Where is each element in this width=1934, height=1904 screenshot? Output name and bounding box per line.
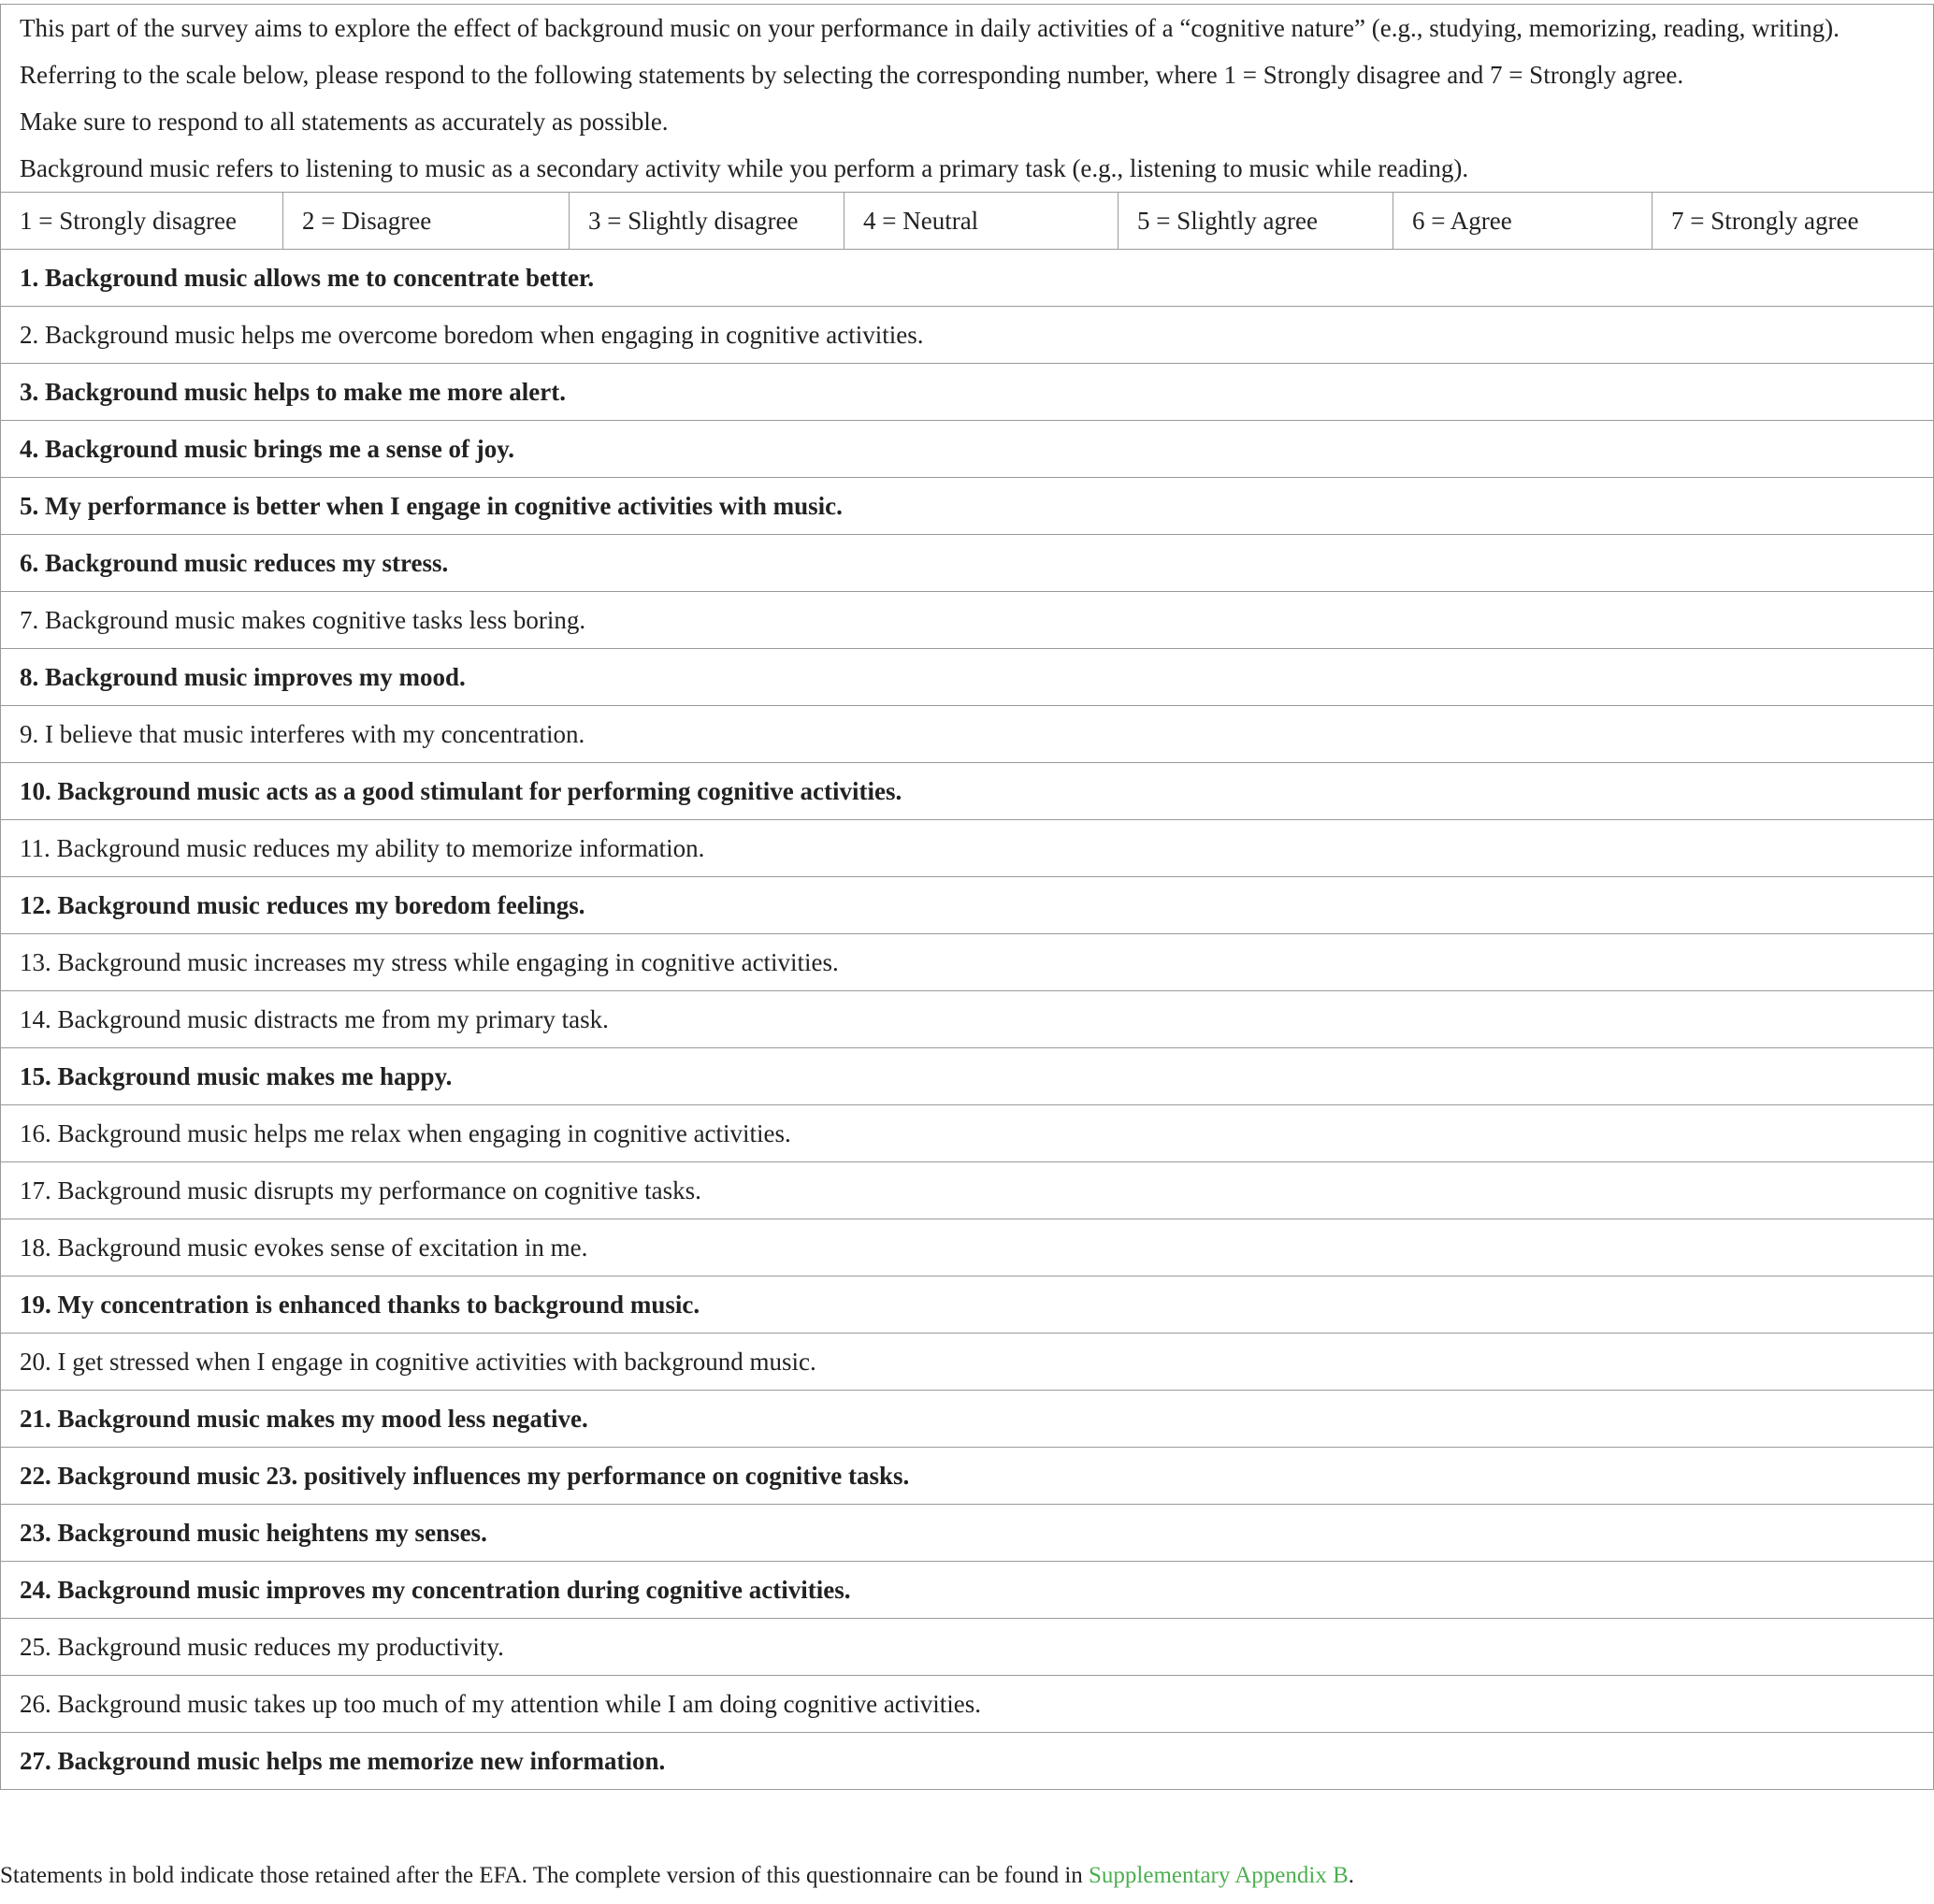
statement-text: 19. My concentration is enhanced thanks to background music. bbox=[1, 1277, 1934, 1334]
supplementary-appendix-link[interactable]: Supplementary Appendix B bbox=[1089, 1863, 1349, 1888]
intro-paragraph: Background music refers to listening to music as a secondary activity while you perform a primary task (e.g., listening to music while reading). bbox=[20, 154, 1469, 182]
footnote-text: Statements in bold indicate those retained after the EFA. The complete version of this questionnaire can be found in bbox=[0, 1863, 1090, 1888]
scale-row bbox=[1, 193, 1934, 250]
statement-row bbox=[1, 1048, 1934, 1105]
statement-text: 21. Background music makes my mood less negative. bbox=[1, 1391, 1934, 1448]
statement-row bbox=[1, 649, 1934, 706]
statement-text: 5. My performance is better when I engage in cognitive activities with music. bbox=[1, 478, 1934, 535]
statement-row bbox=[1, 478, 1934, 535]
statement-text: 16. Background music helps me relax when engaging in cognitive activities. bbox=[1, 1105, 1934, 1162]
statement-row bbox=[1, 421, 1934, 478]
statement-text: 23. Background music heightens my senses. bbox=[1, 1505, 1934, 1562]
scale-option-5: 5 = Slightly agree bbox=[1119, 193, 1393, 250]
statement-text: 10. Background music acts as a good stimulant for performing cognitive activities. bbox=[1, 763, 1934, 820]
statement-text: 4. Background music brings me a sense of joy. bbox=[1, 421, 1934, 478]
statement-text: 8. Background music improves my mood. bbox=[1, 649, 1934, 706]
scale-option-1: 1 = Strongly disagree bbox=[1, 193, 283, 250]
statement-row bbox=[1, 1219, 1934, 1277]
statement-row bbox=[1, 307, 1934, 364]
intro-row bbox=[1, 5, 1934, 193]
statement-row bbox=[1, 1162, 1934, 1219]
statement-row bbox=[1, 763, 1934, 820]
statement-text: 2. Background music helps me overcome boredom when engaging in cognitive activities. bbox=[1, 307, 1934, 364]
statement-text: 18. Background music evokes sense of excitation in me. bbox=[1, 1219, 1934, 1277]
statement-text: 24. Background music improves my concentration during cognitive activities. bbox=[1, 1562, 1934, 1619]
statement-text: 22. Background music 23. positively influences my performance on cognitive tasks. bbox=[1, 1448, 1934, 1505]
statement-text: 25. Background music reduces my productivity. bbox=[1, 1619, 1934, 1676]
statement-row bbox=[1, 1448, 1934, 1505]
statement-row bbox=[1, 706, 1934, 763]
scale-option-3: 3 = Slightly disagree bbox=[570, 193, 844, 250]
statement-row bbox=[1, 1733, 1934, 1790]
footnote-end: . bbox=[1348, 1863, 1355, 1888]
statement-row bbox=[1, 250, 1934, 307]
statement-row bbox=[1, 1334, 1934, 1391]
scale-option-6: 6 = Agree bbox=[1393, 193, 1653, 250]
statement-row bbox=[1, 364, 1934, 421]
statement-text: 11. Background music reduces my ability to memorize information. bbox=[1, 820, 1934, 877]
questionnaire-table bbox=[0, 4, 1934, 1790]
table-footnote bbox=[0, 1863, 1354, 1889]
statement-row bbox=[1, 535, 1934, 592]
statement-text: 13. Background music increases my stress while engaging in cognitive activities. bbox=[1, 934, 1934, 991]
statement-text: 17. Background music disrupts my performance on cognitive tasks. bbox=[1, 1162, 1934, 1219]
statement-text: 6. Background music reduces my stress. bbox=[1, 535, 1934, 592]
intro-paragraph: Referring to the scale below, please respond to the following statements by selecting the corresponding number, where 1 = Strongly disagree and 7 = Strongly agree. bbox=[20, 61, 1684, 89]
statement-row bbox=[1, 1505, 1934, 1562]
statement-text: 12. Background music reduces my boredom feelings. bbox=[1, 877, 1934, 934]
scale-option-2: 2 = Disagree bbox=[283, 193, 570, 250]
statement-text: 1. Background music allows me to concentrate better. bbox=[1, 250, 1934, 307]
statement-row bbox=[1, 592, 1934, 649]
statement-row bbox=[1, 991, 1934, 1048]
statement-text: 14. Background music distracts me from my primary task. bbox=[1, 991, 1934, 1048]
statement-row bbox=[1, 1391, 1934, 1448]
statement-row bbox=[1, 1676, 1934, 1733]
statement-text: 20. I get stressed when I engage in cognitive activities with background music. bbox=[1, 1334, 1934, 1391]
scale-option-7: 7 = Strongly agree bbox=[1653, 193, 1934, 250]
statement-text: 15. Background music makes me happy. bbox=[1, 1048, 1934, 1105]
statement-text: 27. Background music helps me memorize new information. bbox=[1, 1733, 1934, 1790]
intro-paragraph: This part of the survey aims to explore the effect of background music on your performance in daily activities of a “cognitive nature” (e.g., studying, memorizing, reading, writing). bbox=[20, 14, 1840, 42]
intro-paragraph: Make sure to respond to all statements as accurately as possible. bbox=[20, 108, 669, 136]
statement-row bbox=[1, 820, 1934, 877]
scale-option-4: 4 = Neutral bbox=[844, 193, 1119, 250]
statement-text: 9. I believe that music interferes with my concentration. bbox=[1, 706, 1934, 763]
statement-text: 3. Background music helps to make me more alert. bbox=[1, 364, 1934, 421]
statement-row bbox=[1, 877, 1934, 934]
statement-row bbox=[1, 934, 1934, 991]
statement-text: 7. Background music makes cognitive tasks less boring. bbox=[1, 592, 1934, 649]
statement-row bbox=[1, 1105, 1934, 1162]
statement-row bbox=[1, 1562, 1934, 1619]
intro-cell bbox=[1, 5, 1934, 193]
statement-row bbox=[1, 1277, 1934, 1334]
statement-text: 26. Background music takes up too much of my attention while I am doing cognitive activities. bbox=[1, 1676, 1934, 1733]
statement-row bbox=[1, 1619, 1934, 1676]
